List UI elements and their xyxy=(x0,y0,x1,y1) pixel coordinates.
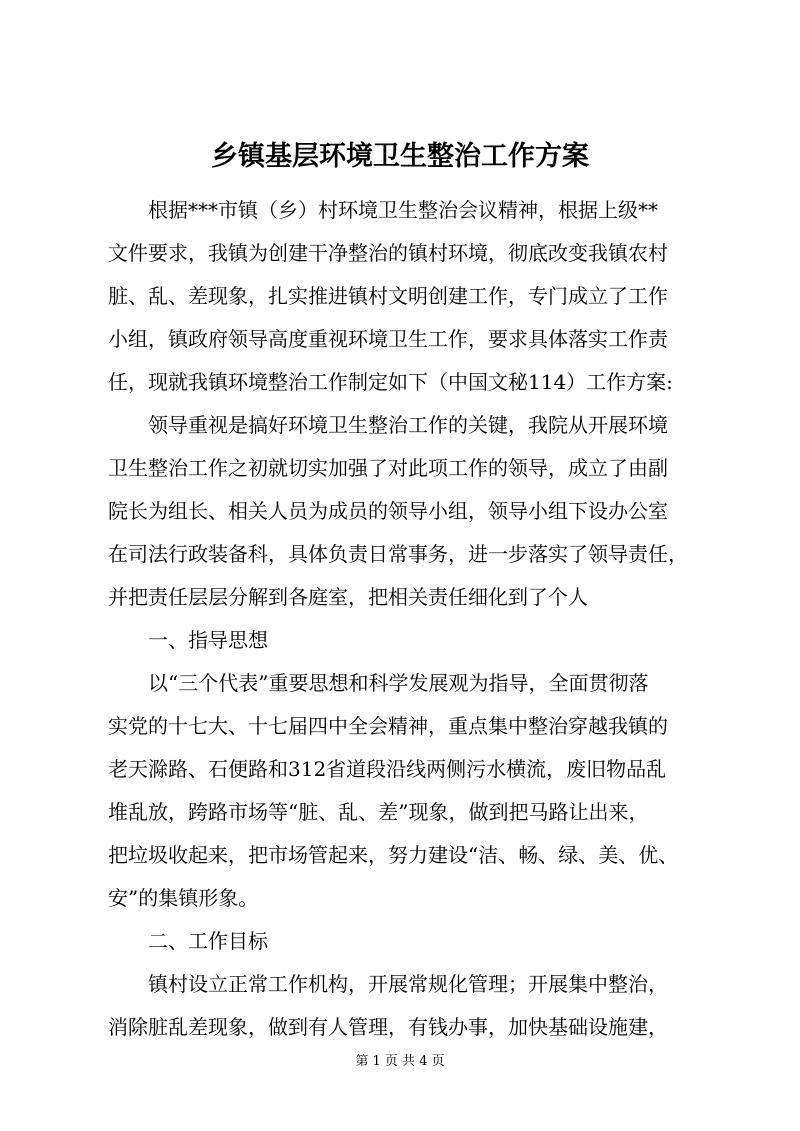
body-line: 堆乱放，跨路市场等“脏、乱、差”现象，做到把马路让出来， xyxy=(108,800,649,824)
section-heading: 一、指导思想 xyxy=(148,628,268,652)
body-line: 并把责任层层分解到各庭室，把相关责任细化到了个人 xyxy=(108,585,588,609)
body-line: 消除脏乱差现象，做到有人管理，有钱办事，加快基础设施建， xyxy=(108,1015,668,1039)
body-line: 以“三个代表”重要思想和科学发展观为指导，全面贯彻落 xyxy=(148,671,649,695)
body-line: 文件要求，我镇为创建干净整治的镇村环境，彻底改变我镇农村 xyxy=(108,241,668,265)
body-line: 卫生整治工作之初就切实加强了对此项工作的领导，成立了由副 xyxy=(108,456,668,480)
body-line: 在司法行政装备科，具体负责日常事务，进一步落实了领导责任， xyxy=(108,542,688,566)
body-line: 领导重视是搞好环境卫生整治工作的关键，我院从开展环境 xyxy=(148,413,668,437)
document-title: 乡镇基层环境卫生整治工作方案 xyxy=(211,141,589,172)
body-line: 小组，镇政府领导高度重视环境卫生工作，要求具体落实工作责 xyxy=(108,327,668,351)
section-heading: 二、工作目标 xyxy=(148,929,268,953)
body-line: 实党的十七大、十七届四中全会精神，重点集中整治穿越我镇的 xyxy=(108,714,668,738)
body-line: 脏、乱、差现象，扎实推进镇村文明创建工作，专门成立了工作 xyxy=(108,284,668,308)
body-line: 老天滁路、石便路和312省道段沿线两侧污水横流，废旧物品乱 xyxy=(108,757,667,781)
body-line: 安”的集镇形象。 xyxy=(108,886,259,910)
body-line: 根据***市镇（乡）村环境卫生整治会议精神，根据上级** xyxy=(148,198,658,222)
page-number: 第 1 页 共 4 页 xyxy=(355,1054,445,1069)
body-line: 镇村设立正常工作机构，开展常规化管理；开展集中整治， xyxy=(148,972,668,996)
body-line: 任，现就我镇环境整治工作制定如下（中国文秘114）工作方案: xyxy=(108,370,673,394)
body-line: 院长为组长、相关人员为成员的领导小组，领导小组下设办公室 xyxy=(108,499,668,523)
body-line: 把垃圾收起来，把市场管起来，努力建设“洁、畅、绿、美、优、 xyxy=(108,843,679,867)
